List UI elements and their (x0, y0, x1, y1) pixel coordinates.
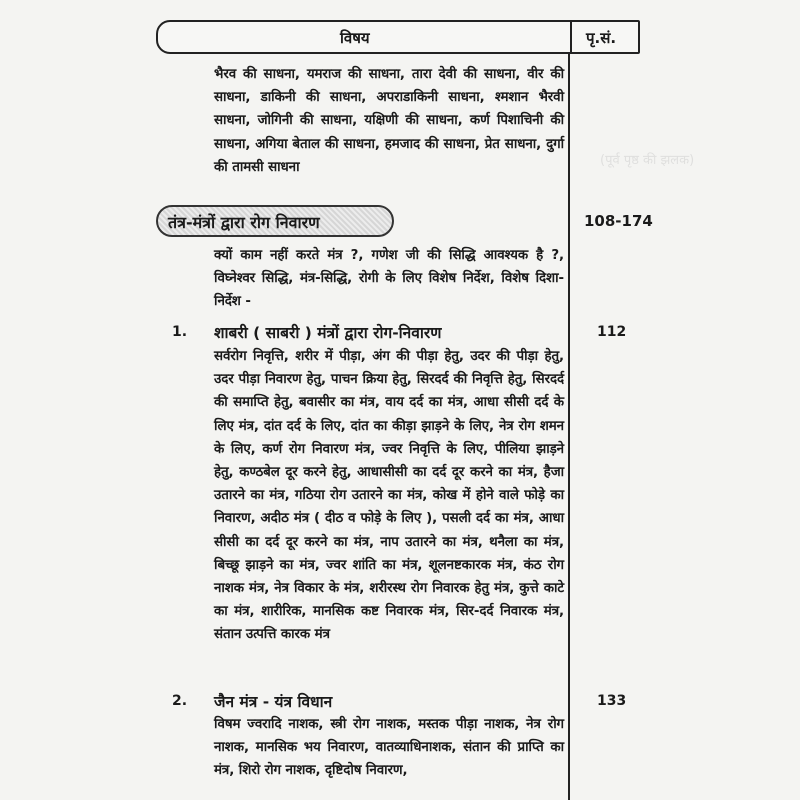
section-text: विषम ज्वरादि नाशक, स्त्री रोग नाशक, मस्तक पीड़ा नाशक, नेत्र रोग नाशक, मानसिक भय निवारण, वातव्याधिनाशक, संतान की प्राप्ति का मंत्र, शिरो रोग नाशक, दृष्टिदोष निवारण, (214, 717, 564, 779)
header-page-number: पृ.सं. (586, 29, 617, 47)
section-number: 2. (172, 693, 188, 709)
section-number: 1. (172, 324, 188, 340)
header-subject: विषय (340, 29, 370, 47)
section-text: सर्वरोग निवृत्ति, शरीर में पीड़ा, अंग की पीड़ा हेतु, उदर की पीड़ा हेतु, उदर पीड़ा निवारण हेतु, पाचन क्रिया हेतु, सिरदर्द की निवृत्ति हेतु, सिरदर्द की समाप्ति हेतु, बवासीर का मंत्र, वाय दर्द का मंत्र, आधा सीसी दर्द के लिए मंत्र, दांत दर्द के लिए, दांत का कीड़ा झाड़ने के लिए, नेत्र रोग शमन के लिए, कर्ण रोग निवारण मंत्र, ज्वर निवृत्ति के लिए, पीलिया झाड़ने हेतु, कण्ठबेल दूर करने हेतु, आधासीसी का दर्द दूर करने का मंत्र, हैजा उतारने का मंत्र, गठिया रोग उतारने का मंत्र, कोख में होने वाले फोड़े का निवारण, अदीठ मंत्र ( दीठ व फोड़े के लिए ), पसली दर्द का मंत्र, आधा सीसी का दर्द दूर करने का मंत्र, नाप उतारने का मंत्र, थनैला का मंत्र, बिच्छू झाड़ने का मंत्र, ज्वर शांति का मंत्र, शूलनष्टकारक मंत्र, कंठ रोग नाशक मंत्र, नेत्र विकार के मंत्र, शरीरस्थ रोग निवारक हेतु मंत्र, कुत्ते काटे का मंत्र, शारीरिक, मानसिक कष्ट निवारक मंत्र, सिर-दर्द निवारक मंत्र, संतान उत्पत्ति कारक मंत्र (214, 349, 564, 643)
show-through-text: (पूर्व पृष्ठ की झलक) (600, 153, 695, 168)
chapter-intro: क्यों काम नहीं करते मंत्र ?, गणेश जी की सिद्धि आवश्यक है ?, विघ्नेश्वर सिद्धि, मंत्र-सिद्धि, रोगी के लिए विशेष निर्देश, विशेष दिशा-निर्देश - (214, 248, 564, 310)
chapter-page-range: 108-174 (584, 212, 653, 230)
section-page: 112 (597, 324, 627, 340)
intro-paragraph: भैरव की साधना, यमराज की साधना, तारा देवी की साधना, वीर की साधना, डाकिनी की साधना, अपराडाकिनी साधना, श्मशान भैरवी साधना, जोगिनी की साधना, यक्षिणी की साधना, कर्ण पिशाचिनी की साधना, अगिया बेताल की साधना, हमजाद की साधना, प्रेत साधना, दुर्गा की तामसी साधना (214, 67, 564, 175)
header-divider (570, 22, 572, 52)
section-page: 133 (597, 693, 627, 709)
column-divider (568, 54, 570, 800)
section-title: शाबरी ( साबरी ) मंत्रों द्वारा रोग-निवारण (214, 324, 442, 342)
chapter-title: तंत्र-मंत्रों द्वारा रोग निवारण (156, 205, 394, 237)
table-header (156, 20, 640, 54)
section-title: जैन मंत्र - यंत्र विधान (214, 693, 333, 711)
